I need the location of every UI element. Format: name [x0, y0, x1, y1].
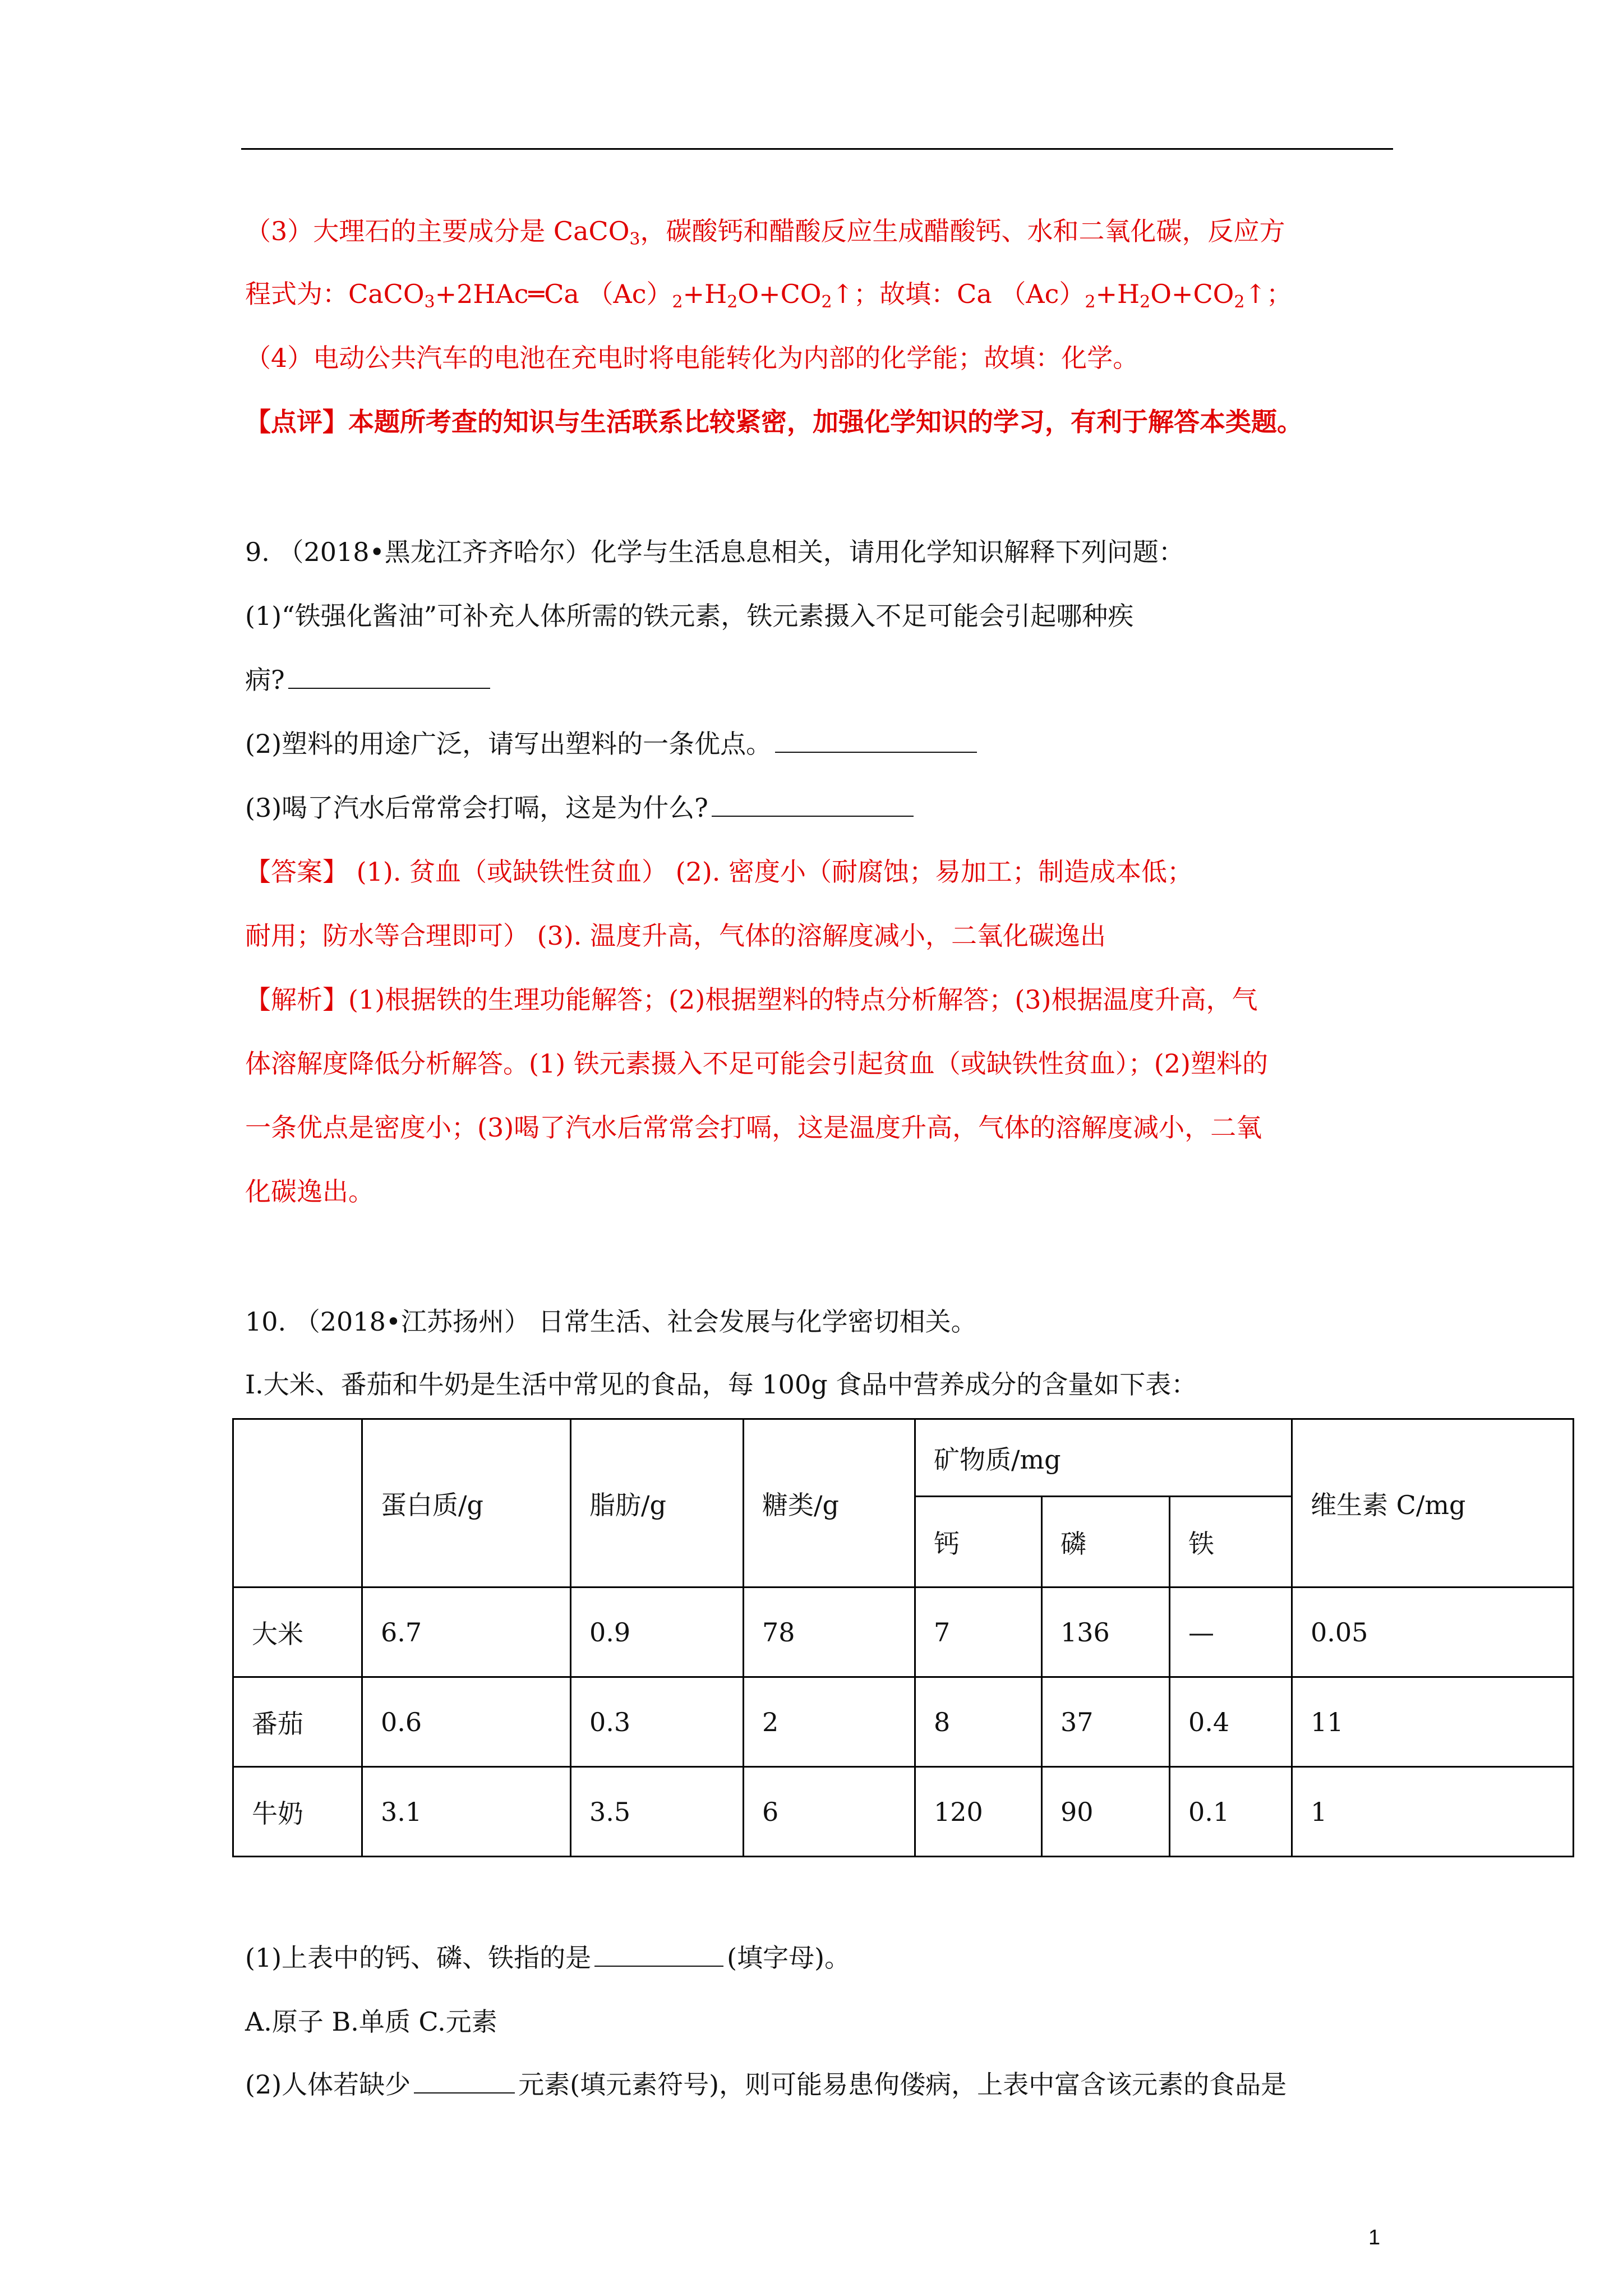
table-cell: 37: [1042, 1677, 1170, 1767]
q9-analysis-line-4: 化碳逸出。: [245, 1176, 374, 1207]
q9-answer-line-1: 【答案】 (1). 贫血（或缺铁性贫血） (2). 密度小（耐腐蚀；易加工；制造成本低；: [245, 857, 1193, 887]
table-cell: 11: [1292, 1677, 1574, 1767]
comment-line: 【点评】本题所考查的知识与生活联系比较紧密，加强化学知识的学习，有利于解答本类题。: [245, 407, 1303, 437]
table-row: [233, 1588, 1574, 1677]
table-cell: 0.05: [1292, 1588, 1574, 1677]
header-vitamin-c: 维生素 C/mg: [1292, 1419, 1574, 1588]
table-cell: 0.3: [571, 1677, 744, 1767]
prev-answer-line-3: （4）电动公共汽车的电池在充电时将电能转化为内部的化学能；故填：化学。: [245, 343, 1139, 373]
table-cell: 8: [915, 1677, 1042, 1767]
answer-blank: [775, 728, 977, 753]
header-rule: [241, 148, 1393, 150]
header-minerals: 矿物质/mg: [915, 1419, 1292, 1497]
header-protein: 蛋白质/g: [362, 1419, 571, 1588]
table-cell: 1: [1292, 1767, 1574, 1857]
table-cell: 120: [915, 1767, 1042, 1857]
q9-sub3: (3)喝了汽水后常常会打嗝，这是为什么?: [245, 791, 914, 825]
table-cell: 2: [744, 1677, 915, 1767]
table-cell: —: [1170, 1588, 1292, 1677]
answer-blank: [712, 792, 914, 817]
food-name-cell: 大米: [233, 1588, 362, 1677]
table-cell: 3.1: [362, 1767, 571, 1857]
answer-blank: [414, 2069, 515, 2093]
table-cell: 0.4: [1170, 1677, 1292, 1767]
q10-sub2: (2)人体若缺少 元素(填元素符号)，则可能易患佝偻病，上表中富含该元素的食品是: [245, 2069, 1287, 2100]
q10-intro: I.大米、番茄和牛奶是生活中常见的食品，每 100g 食品中营养成分的含量如下表：: [245, 1369, 1197, 1400]
page-number: 1: [1368, 2226, 1381, 2249]
q10-options: A.原子 B.单质 C.元素: [245, 2007, 497, 2037]
q10-stem: 10. （2018•江苏扬州） 日常生活、社会发展与化学密切相关。: [245, 1306, 977, 1337]
table-cell: 0.6: [362, 1677, 571, 1767]
header-calcium: 钙: [915, 1497, 1042, 1588]
q10-sub1: (1)上表中的钙、磷、铁指的是 (填字母)。: [245, 1943, 851, 1973]
q9-stem: 9. （2018•黑龙江齐齐哈尔）化学与生活息息相关，请用化学知识解释下列问题：: [245, 537, 1184, 567]
nutrition-table: [232, 1418, 1574, 1857]
table-cell: 90: [1042, 1767, 1170, 1857]
table-cell: 0.1: [1170, 1767, 1292, 1857]
q9-sub1-line1: (1)“铁强化酱油”可补充人体所需的铁元素，铁元素摄入不足可能会引起哪种疾: [245, 601, 1134, 631]
table-cell: 0.9: [571, 1588, 744, 1677]
q9-answer-line-2: 耐用；防水等合理即可） (3). 温度升高，气体的溶解度减小，二氧化碳逸出: [245, 921, 1106, 951]
table-cell: 3.5: [571, 1767, 744, 1857]
table-cell: 6.7: [362, 1588, 571, 1677]
answer-blank: [594, 1942, 723, 1967]
answer-blank: [288, 664, 490, 689]
table-cell: 78: [744, 1588, 915, 1677]
table-corner-cell: [233, 1419, 362, 1588]
header-iron: 铁: [1170, 1497, 1292, 1588]
table-row: [233, 1767, 1574, 1857]
table-cell: 136: [1042, 1588, 1170, 1677]
prev-answer-line-2: 程式为：CaCO$_3$+2HAc═Ca $(Ac)_2+H_2O+CO_2↑$；故填：Ca $(Ac)_2+H_2O+CO_2↑$；: [245, 279, 1293, 312]
header-fat: 脂肪/g: [571, 1419, 744, 1588]
food-name-cell: 牛奶: [233, 1767, 362, 1857]
table-header-row: [233, 1419, 1574, 1497]
header-sugar: 糖类/g: [744, 1419, 915, 1588]
q9-sub2: (2)塑料的用途广泛，请写出塑料的一条优点。: [245, 727, 977, 761]
q9-sub1-line2: 病?: [245, 663, 490, 697]
header-phosphorus: 磷: [1042, 1497, 1170, 1588]
q9-analysis-line-3: 一条优点是密度小；(3)喝了汽水后常常会打嗝，这是温度升高，气体的溶解度减小，二氧: [245, 1112, 1262, 1143]
q9-analysis-line-1: 【解析】(1)根据铁的生理功能解答；(2)根据塑料的特点分析解答；(3)根据温度升高，气: [245, 984, 1258, 1015]
q9-analysis-line-2: 体溶解度降低分析解答。(1) 铁元素摄入不足可能会引起贫血（或缺铁性贫血）；(2)塑料的: [245, 1048, 1268, 1079]
prev-answer-line-1: （3）大理石的主要成分是 CaCO$_3$，碳酸钙和醋酸反应生成醋酸钙、水和二氧化碳，反应方: [245, 216, 1285, 249]
food-name-cell: 番茄: [233, 1677, 362, 1767]
table-row: [233, 1677, 1574, 1767]
table-cell: 7: [915, 1588, 1042, 1677]
table-cell: 6: [744, 1767, 915, 1857]
